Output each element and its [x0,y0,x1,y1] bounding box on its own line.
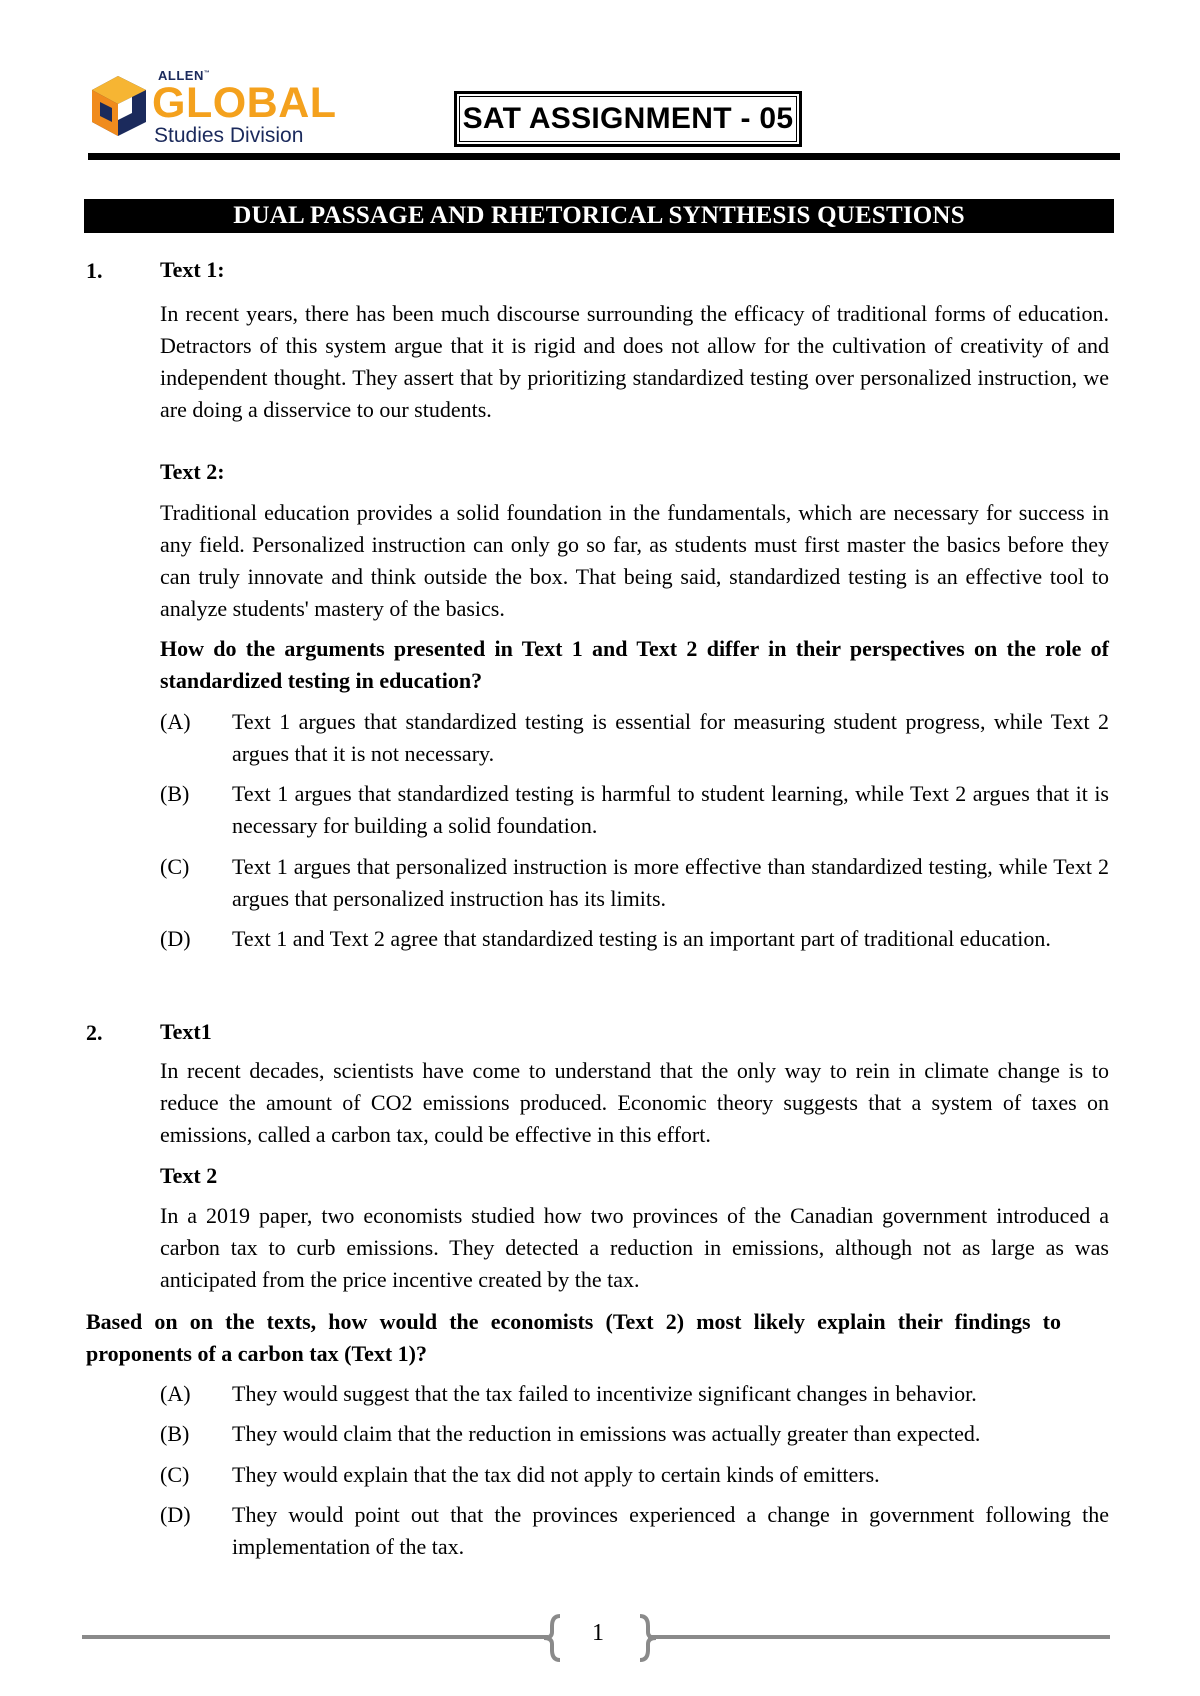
option-text: Text 1 argues that standardized testing is essential for measuring student progress, while Text 2 argues that it is not necessary. [232,709,1109,766]
option-letter: (D) [160,926,191,951]
allen-global-logo [88,64,337,154]
q2-text1-body: In recent decades, scientists have come to understand that the only way to rein in climate change is to reduce the amount of CO2 emissions produced. Economic theory suggests that a system of taxes on emissions, called a carbon tax, could be effective in this effort. [160,1058,1109,1147]
q1-question: How do the arguments presented in Text 1 and Text 2 differ in their perspectives on the role of standardized testing in education? [160,636,1109,693]
footer-rule-right [648,1635,1110,1639]
option-text: They would suggest that the tax failed to incentivize significant changes in behavior. [232,1381,977,1406]
option-letter: (C) [160,854,190,879]
page-number: 1 [592,1620,604,1646]
q1-text2-body: Traditional education provides a solid foundation in the fundamentals, which are necessary for success in any field. Personalized instruction can only go so far, as students must first master the basics before they can truly innovate and think outside the box. That being said, standardized testing is an effective tool to analyze students' mastery of the basics. [160,500,1109,621]
option-letter: (A) [160,709,191,734]
option-text: They would point out that the provinces experienced a change in government following the implementation of the tax. [232,1502,1109,1559]
option-letter: (C) [160,1462,190,1487]
question-number: 2. [86,1020,103,1045]
option-letter: (B) [160,781,190,806]
footer-rule-left [82,1635,548,1639]
q1-text1-label: Text 1: [160,257,225,282]
q1-text1-body: In recent years, there has been much discourse surrounding the efficacy of traditional forms of education. Detractors of this system argue that it is rigid and does not allow for the cultivation of creativity of and independent thought. They assert that by prioritizing standardized testing over personalized instruction, we are doing a disservice to our students. [160,301,1109,422]
option-letter: (A) [160,1381,191,1406]
assignment-title: SAT ASSIGNMENT - 05 [462,102,794,135]
option-letter: (B) [160,1421,190,1446]
q2-text1-label: Text1 [160,1019,212,1044]
logo-word: GLOBAL [152,79,337,127]
option-text: Text 1 and Text 2 agree that standardized testing is an important part of traditional education. [232,926,1051,951]
logo-brand: ALLEN™ [158,68,211,83]
question-number: 1. [86,258,103,283]
section-title: DUAL PASSAGE AND RHETORICAL SYNTHESIS QUESTIONS [84,199,1114,233]
q1-text2-label: Text 2: [160,459,225,484]
option-letter: (D) [160,1502,191,1527]
q2-text2-body: In a 2019 paper, two economists studied how two provinces of the Canadian government introduced a carbon tax to curb emissions. They detected a reduction in emissions, although not as large as was anticipated from the price incentive created by the tax. [160,1203,1109,1292]
option-text: Text 1 argues that standardized testing is harmful to student learning, while Text 2 argues that it is necessary for building a solid foundation. [232,781,1109,838]
q2-question: Based on on the texts, how would the economists (Text 2) most likely explain their findings to proponents of a carbon tax (Text 1)? [86,1309,1061,1366]
option-text: They would explain that the tax did not apply to certain kinds of emitters. [232,1462,880,1487]
q2-text2-label: Text 2 [160,1163,218,1188]
header-divider [88,153,1120,160]
logo-subtitle: Studies Division [154,124,304,147]
option-text: Text 1 argues that personalized instruction is more effective than standardized testing, while Text 2 argues that personalized instruction has its limits. [232,854,1109,911]
option-text: They would claim that the reduction in emissions was actually greater than expected. [232,1421,981,1446]
assignment-title-box [454,91,802,147]
logo-cube-icon [88,72,150,142]
